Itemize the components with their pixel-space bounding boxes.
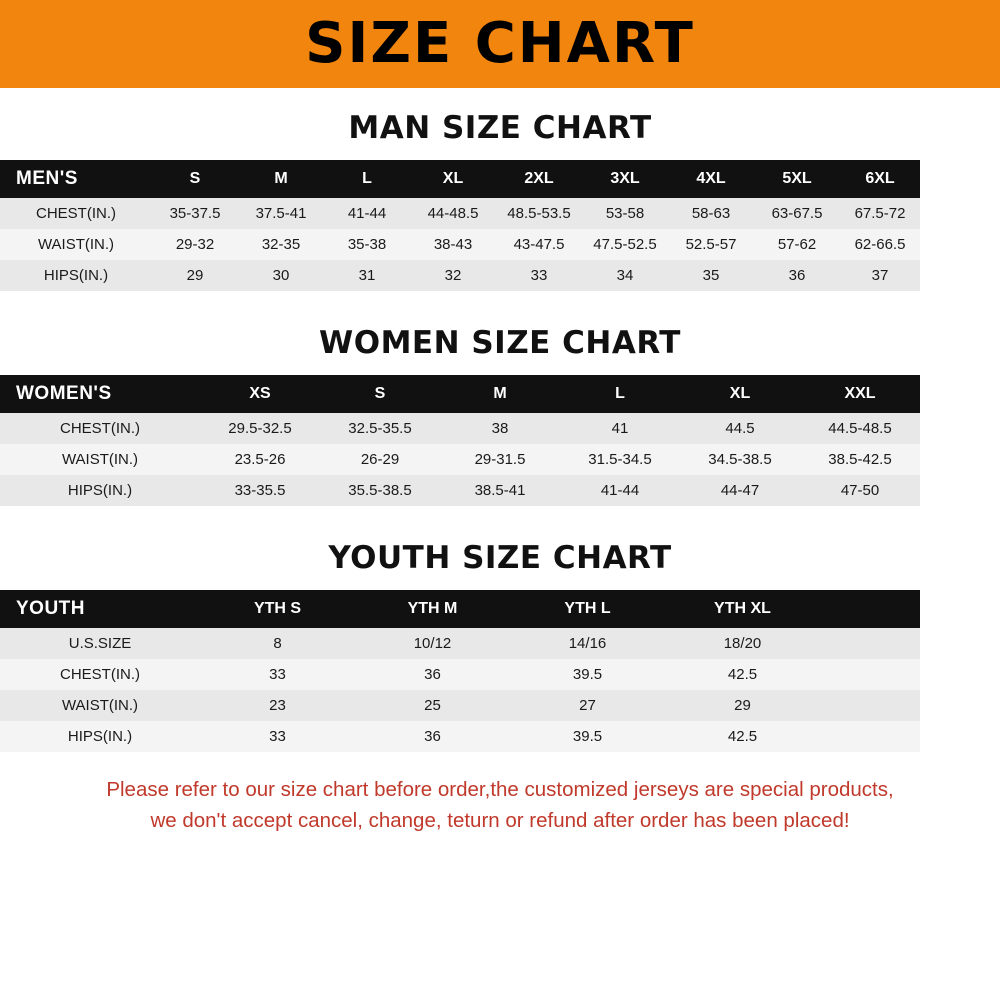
women-col-4: XL xyxy=(680,375,800,413)
women-cell-2-1: 35.5-38.5 xyxy=(320,475,440,506)
men-cell-2-0: 29 xyxy=(152,260,238,291)
men-cell-0-7: 63-67.5 xyxy=(754,198,840,229)
women-size-table xyxy=(0,375,920,506)
women-cell-1-1: 26-29 xyxy=(320,444,440,475)
women-row-label-0: CHEST(IN.) xyxy=(0,413,200,444)
men-cell-1-8: 62-66.5 xyxy=(840,229,920,260)
table-row xyxy=(0,690,920,721)
women-col-0: XS xyxy=(200,375,320,413)
women-cell-0-5: 44.5-48.5 xyxy=(800,413,920,444)
youth-cell-2-3: 29 xyxy=(665,690,820,721)
women-cell-0-4: 44.5 xyxy=(680,413,800,444)
men-cell-2-2: 31 xyxy=(324,260,410,291)
men-col-1: M xyxy=(238,160,324,198)
women-col-5: XXL xyxy=(800,375,920,413)
men-col-4: 2XL xyxy=(496,160,582,198)
women-cell-2-4: 44-47 xyxy=(680,475,800,506)
men-cell-1-3: 38-43 xyxy=(410,229,496,260)
header-banner xyxy=(0,0,1000,88)
women-cell-2-5: 47-50 xyxy=(800,475,920,506)
men-cell-0-6: 58-63 xyxy=(668,198,754,229)
men-cell-2-4: 33 xyxy=(496,260,582,291)
table-header-row xyxy=(0,590,920,628)
men-col-2: L xyxy=(324,160,410,198)
youth-cell-3-spacer xyxy=(820,721,920,752)
youth-cell-0-spacer xyxy=(820,628,920,659)
youth-corner-label: YOUTH xyxy=(0,590,200,628)
youth-col-1: YTH M xyxy=(355,590,510,628)
women-row-label-2: HIPS(IN.) xyxy=(0,475,200,506)
men-cell-0-8: 67.5-72 xyxy=(840,198,920,229)
note-line-2: we don't accept cancel, change, teturn or refund after order has been placed! xyxy=(150,809,850,832)
table-row xyxy=(0,721,920,752)
page-title: SIZE CHART xyxy=(305,11,695,76)
men-cell-2-5: 34 xyxy=(582,260,668,291)
youth-cell-0-2: 14/16 xyxy=(510,628,665,659)
men-cell-1-6: 52.5-57 xyxy=(668,229,754,260)
men-cell-0-5: 53-58 xyxy=(582,198,668,229)
men-corner-label: MEN'S xyxy=(0,160,152,198)
women-cell-2-2: 38.5-41 xyxy=(440,475,560,506)
women-cell-0-1: 32.5-35.5 xyxy=(320,413,440,444)
section-title-men: MAN SIZE CHART xyxy=(348,110,652,146)
women-cell-1-0: 23.5-26 xyxy=(200,444,320,475)
youth-cell-0-1: 10/12 xyxy=(355,628,510,659)
youth-row-label-1: CHEST(IN.) xyxy=(0,659,200,690)
youth-cell-2-1: 25 xyxy=(355,690,510,721)
men-cell-2-7: 36 xyxy=(754,260,840,291)
women-col-2: M xyxy=(440,375,560,413)
table-header-row xyxy=(0,160,920,198)
note-line-1: Please refer to our size chart before order,the customized jerseys are special products, xyxy=(106,778,894,801)
men-col-8: 6XL xyxy=(840,160,920,198)
men-col-0: S xyxy=(152,160,238,198)
men-row-label-0: CHEST(IN.) xyxy=(0,198,152,229)
women-cell-1-3: 31.5-34.5 xyxy=(560,444,680,475)
men-cell-0-1: 37.5-41 xyxy=(238,198,324,229)
table-header-row xyxy=(0,375,920,413)
youth-col-2: YTH L xyxy=(510,590,665,628)
youth-cell-2-2: 27 xyxy=(510,690,665,721)
table-row xyxy=(0,413,920,444)
men-cell-1-5: 47.5-52.5 xyxy=(582,229,668,260)
women-col-3: L xyxy=(560,375,680,413)
men-row-label-2: HIPS(IN.) xyxy=(0,260,152,291)
men-col-6: 4XL xyxy=(668,160,754,198)
table-row xyxy=(0,444,920,475)
men-cell-1-4: 43-47.5 xyxy=(496,229,582,260)
youth-size-table-wrap xyxy=(0,590,1000,752)
women-cell-2-0: 33-35.5 xyxy=(200,475,320,506)
men-size-table xyxy=(0,160,920,291)
youth-cell-1-0: 33 xyxy=(200,659,355,690)
women-cell-1-5: 38.5-42.5 xyxy=(800,444,920,475)
table-row xyxy=(0,628,920,659)
youth-col-spacer xyxy=(820,590,920,628)
youth-row-label-0: U.S.SIZE xyxy=(0,628,200,659)
order-policy-note xyxy=(25,774,975,836)
youth-col-0: YTH S xyxy=(200,590,355,628)
table-row xyxy=(0,198,920,229)
youth-cell-1-1: 36 xyxy=(355,659,510,690)
men-cell-0-4: 48.5-53.5 xyxy=(496,198,582,229)
men-cell-1-7: 57-62 xyxy=(754,229,840,260)
youth-cell-0-0: 8 xyxy=(200,628,355,659)
youth-cell-1-spacer xyxy=(820,659,920,690)
women-cell-0-0: 29.5-32.5 xyxy=(200,413,320,444)
youth-row-label-3: HIPS(IN.) xyxy=(0,721,200,752)
men-col-7: 5XL xyxy=(754,160,840,198)
youth-cell-3-3: 42.5 xyxy=(665,721,820,752)
men-col-5: 3XL xyxy=(582,160,668,198)
youth-cell-3-0: 33 xyxy=(200,721,355,752)
men-cell-2-6: 35 xyxy=(668,260,754,291)
youth-cell-2-0: 23 xyxy=(200,690,355,721)
men-cell-0-3: 44-48.5 xyxy=(410,198,496,229)
men-cell-0-0: 35-37.5 xyxy=(152,198,238,229)
men-cell-2-3: 32 xyxy=(410,260,496,291)
men-size-table-wrap xyxy=(0,160,1000,291)
youth-size-table xyxy=(0,590,920,752)
youth-cell-3-1: 36 xyxy=(355,721,510,752)
women-row-label-1: WAIST(IN.) xyxy=(0,444,200,475)
men-row-label-1: WAIST(IN.) xyxy=(0,229,152,260)
women-cell-2-3: 41-44 xyxy=(560,475,680,506)
table-row xyxy=(0,659,920,690)
women-cell-1-2: 29-31.5 xyxy=(440,444,560,475)
women-cell-0-3: 41 xyxy=(560,413,680,444)
women-cell-1-4: 34.5-38.5 xyxy=(680,444,800,475)
women-size-table-wrap xyxy=(0,375,1000,506)
men-cell-2-8: 37 xyxy=(840,260,920,291)
table-row xyxy=(0,475,920,506)
youth-row-label-2: WAIST(IN.) xyxy=(0,690,200,721)
youth-cell-1-2: 39.5 xyxy=(510,659,665,690)
men-cell-1-0: 29-32 xyxy=(152,229,238,260)
women-col-1: S xyxy=(320,375,440,413)
men-cell-2-1: 30 xyxy=(238,260,324,291)
men-col-3: XL xyxy=(410,160,496,198)
men-cell-1-2: 35-38 xyxy=(324,229,410,260)
section-title-youth: YOUTH SIZE CHART xyxy=(328,540,672,576)
women-corner-label: WOMEN'S xyxy=(0,375,200,413)
youth-cell-1-3: 42.5 xyxy=(665,659,820,690)
men-cell-0-2: 41-44 xyxy=(324,198,410,229)
youth-cell-0-3: 18/20 xyxy=(665,628,820,659)
table-row xyxy=(0,229,920,260)
table-row xyxy=(0,260,920,291)
section-title-women: WOMEN SIZE CHART xyxy=(319,325,681,361)
men-cell-1-1: 32-35 xyxy=(238,229,324,260)
women-cell-0-2: 38 xyxy=(440,413,560,444)
youth-cell-2-spacer xyxy=(820,690,920,721)
youth-cell-3-2: 39.5 xyxy=(510,721,665,752)
youth-col-3: YTH XL xyxy=(665,590,820,628)
